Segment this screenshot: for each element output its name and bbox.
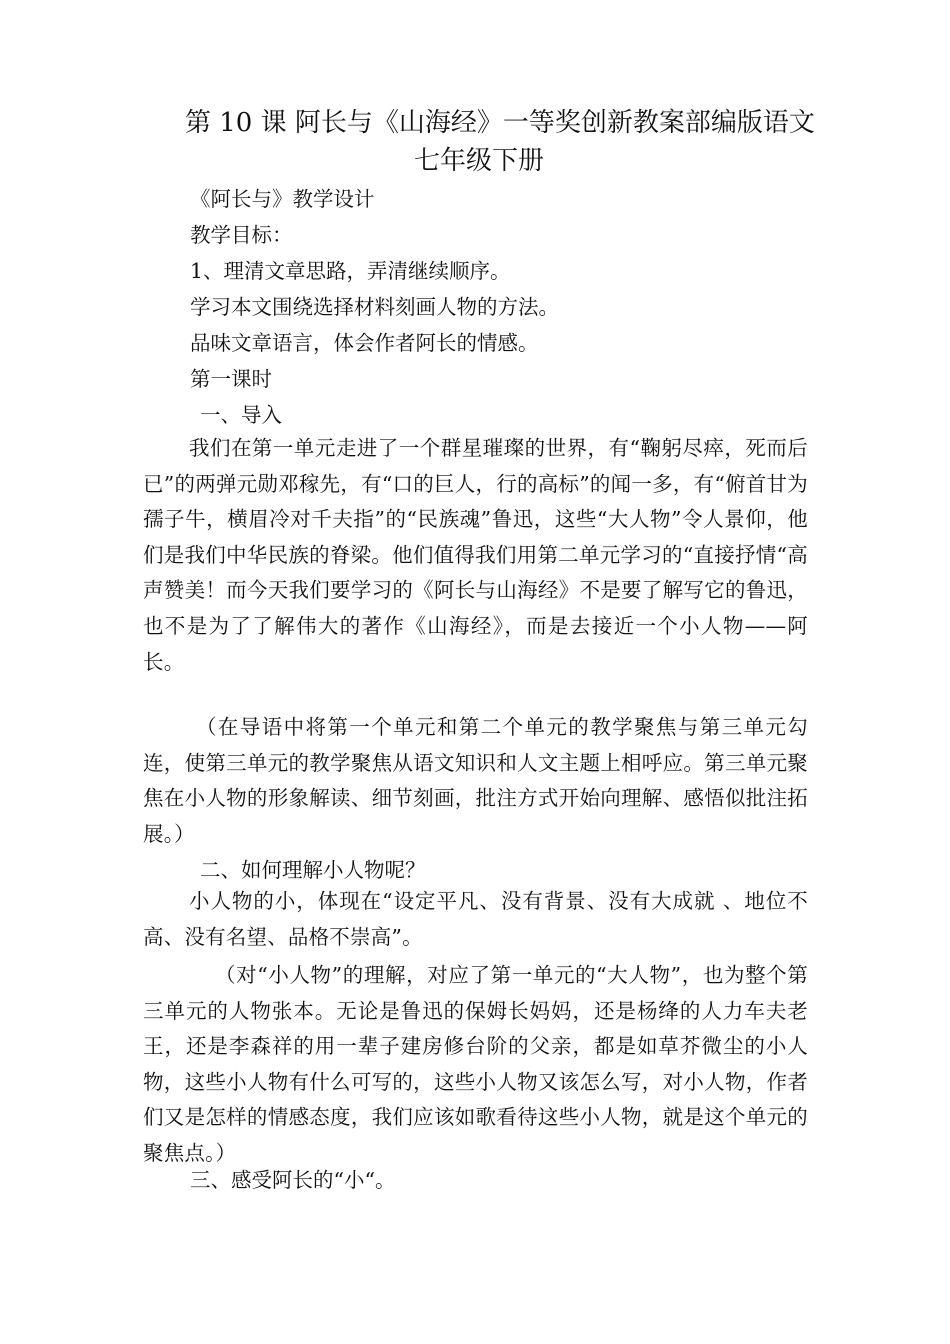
intro-paragraph: 我们在第一单元走进了一个群星璀璨的世界，有“鞠躬尽瘁，死而后已”的两弹元勋邓稼先，有“口的巨人，行的高标”的闻一多，有“俯首甘为孺子牛，横眉冷对千夫指”的“民族魂”鲁迅，这些“大人物”令人景仰，他们是我们中华民族的脊梁。他们值得我们用第二单元学习的“直接抒情“高声赞美！而今天我们要学习的《阿长与山海经》不是要了解写它的鲁迅，也不是为了了解伟大的著作《山海经》，而是去接近一个小人物——阿长。 [143, 436, 808, 674]
section-2-heading: 二、如何理解小人物呢？ [200, 858, 426, 882]
objectives-label: 教学目标： [190, 223, 293, 247]
objective-item-3: 品味文章语言，体会作者阿长的情感。 [190, 331, 539, 355]
teaching-note-2: （对“小人物”的理解，对应了第一单元的“大人物”，也为整个第三单元的人物张本。无论是鲁迅的保姆长妈妈，还是杨绛的人力车夫老王，还是李森祥的用一辈子建房修台阶的父亲，都是如草芥微尘的小人物，这些小人物有什么可写的，这些小人物又该怎么写，对小人物，作者们又是怎样的情感态度，我们应该如歌看待这些小人物，就是这个单元的聚焦点。） [143, 963, 808, 1165]
objective-item-1: 1、理清文章思路，弄清继续顺序。 [190, 259, 511, 283]
lesson-one-heading: 第一课时 [190, 367, 272, 391]
section-3-heading: 三、感受阿长的“小“。 [190, 1168, 396, 1192]
objective-item-2: 学习本文围绕选择材料刻画人物的方法。 [190, 295, 559, 319]
document-title-line-1: 第 10 课 阿长与《山海经》一等奖创新教案部编版语文 [185, 108, 815, 138]
document-title-line-2: 七年级下册 [413, 146, 544, 176]
design-heading: 《阿长与》教学设计 [190, 187, 375, 211]
small-person-paragraph: 小人物的小，体现在“设定平凡、没有背景、没有大成就 、地位不高、没有名望、品格不崇高”。 [143, 889, 808, 949]
teaching-note-1: （在导语中将第一个单元和第二个单元的教学聚焦与第三单元勾连，使第三单元的教学聚焦从语文知识和人文主题上相呼应。第三单元聚焦在小人物的形象解读、细节刻画，批注方式开始向理解、感悟似批注拓展。） [143, 715, 808, 846]
section-1-heading: 一、导入 [200, 403, 282, 427]
